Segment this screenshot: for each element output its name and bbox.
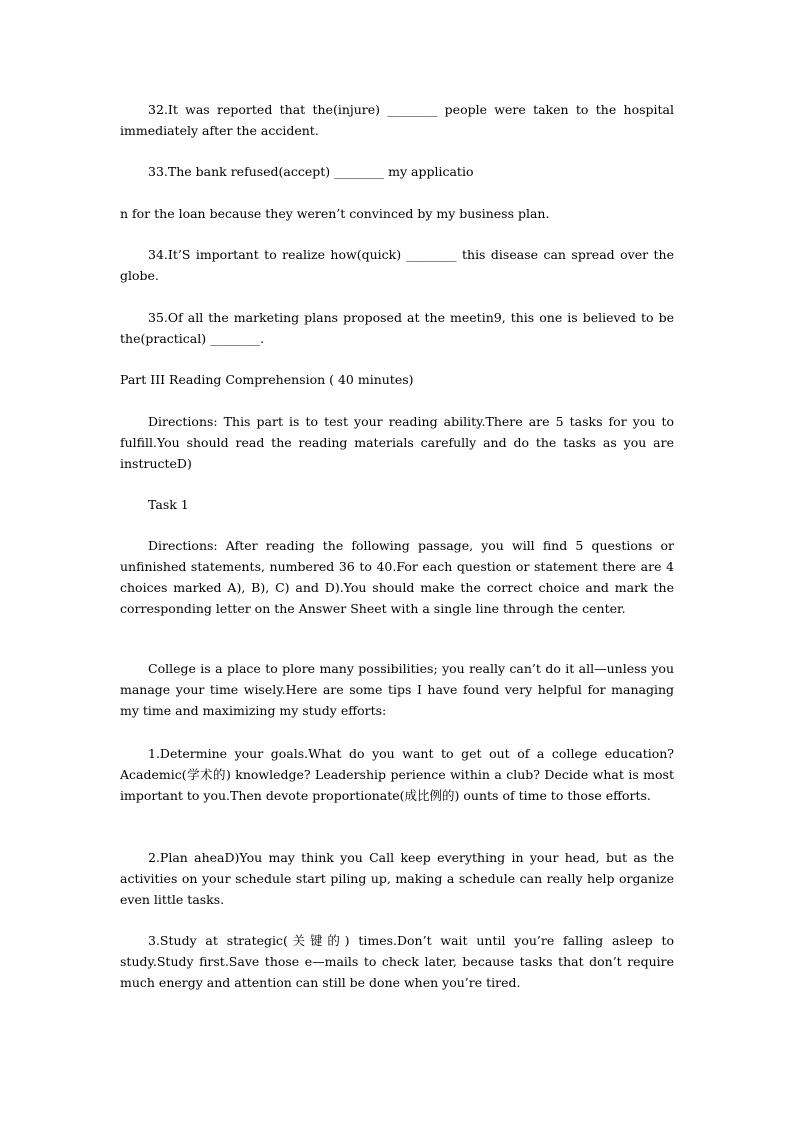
section-directions: Directions: This part is to test your reading ability.There are 5 tasks for you to fulfill.You should read the reading materials carefully and do the tasks as you are instructeD)	[120, 414, 674, 471]
task-directions: Directions: After reading the following passage, you will find 5 questions or unfinished statements, numbered 36 to 40.For each question or statement there are 4 choices marked A), B), C) and D).You should make the correct choice and mark the corresponding letter on the Answer Sheet with a single line through the center.	[120, 538, 674, 616]
passage-tip-1: 1.Determine your goals.What do you want to get out of a college education? Academic(学术的) knowledge? Leadership perience within a club? Decide what is most important to you.Then devote proportionate(成比例的) ounts of time to those efforts.	[120, 746, 674, 803]
question-33-line-1: 33.The bank refused(accept) ________ my applicatio	[148, 164, 474, 179]
question-34: 34.It’S important to realize how(quick) ________ this disease can spread over the globe.	[120, 247, 674, 283]
question-32: 32.It was reported that the(injure) ________ people were taken to the hospital immediately after the accident.	[120, 102, 674, 138]
task-heading: Task 1	[148, 497, 189, 512]
passage-tip-3: 3.Study at strategic(关键的) times.Don’t wait until you’re falling asleep to study.Study first.Save those e—mails to check later, because tasks that don’t require much energy and attention can still be done when you’re tired.	[120, 933, 674, 990]
passage-intro: College is a place to plore many possibilities; you really can’t do it all—unless you manage your time wisely.Here are some tips I have found very helpful for managing my time and maximizing my study efforts:	[120, 661, 674, 718]
question-35: 35.Of all the marketing plans proposed at the meetin9, this one is believed to be the(practical) ________.	[120, 310, 674, 346]
passage-tip-2: 2.Plan aheaD)You may think you Call keep everything in your head, but as the activities on your schedule start piling up, making a schedule can really help organize even little tasks.	[120, 850, 674, 907]
question-33-line-2: n for the loan because they weren’t convinced by my business plan.	[120, 206, 550, 221]
section-heading: Part III Reading Comprehension ( 40 minutes)	[120, 372, 414, 387]
